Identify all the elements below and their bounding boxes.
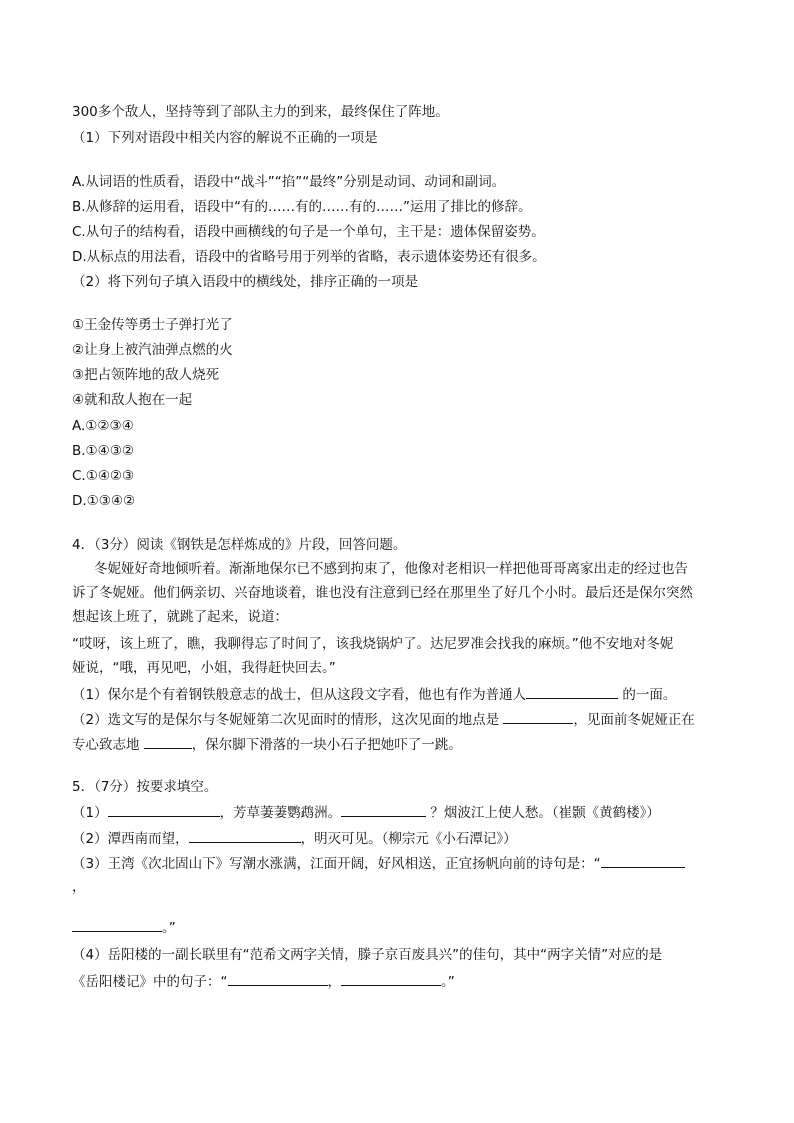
answer-blank[interactable] (341, 802, 426, 817)
q4-sub2-cont (72, 734, 462, 755)
q5-line-4: （4）岳阳楼的一副长联里有“范希文两字关情，滕子京百废具兴”的佳句，其中“两字关情”对应的是 (72, 947, 663, 963)
q4-passage-line-1: 冬妮娅好奇地倾听着。渐渐地保尔已不感到拘束了，他像对老相识一样把他哥哥离家出走的经过也告 (94, 561, 688, 577)
answer-blank[interactable] (72, 917, 162, 932)
answer-blank[interactable] (228, 971, 328, 986)
q4-sub1-text-a: （1）保尔是个有着钢铁般意志的战士，但从这段文字看，他也有作为普通人 (72, 687, 527, 703)
q3-sub1-option-d: D.从标点的用法看，语段中的省略号用于列举的省略，表示遗体姿势还有很多。 (72, 249, 546, 265)
q5-l3-c: 。” (162, 920, 176, 936)
q5-l4-c: ， (327, 974, 341, 990)
q5-l1-b: ，芳草萋萋鹦鹉洲。 (219, 805, 342, 821)
q5-l2-b: ，明灭可见。（柳宗元《小石潭记》） (300, 831, 517, 847)
q5-l1-c: ？烟波江上使人愁。（崔颢《黄鹤楼》） (430, 805, 660, 821)
answer-blank[interactable] (601, 853, 685, 868)
q3-sub1-option-c: C.从句子的结构看，语段中画横线的句子是一个单句，主干是：遗体保留姿势。 (72, 224, 545, 240)
q5-l3-comma: ， (72, 879, 86, 895)
q3-sub1-stem: （1）下列对语段中相关内容的解说不正确的一项是 (72, 130, 378, 146)
q5-l4-d: 。” (441, 974, 455, 990)
answer-blank[interactable] (341, 971, 441, 986)
passage-tail: 300多个敌人，坚持等到了部队主力的到来，最终保住了阵地。 (72, 104, 449, 120)
q4-sub2-text-c: 专心致志地 (72, 737, 140, 753)
q5-heading: 5．（7分）按要求填空。 (72, 779, 218, 795)
q5-l1-a: （1） (72, 805, 108, 821)
q4-sub2-text-b: ，见面前冬妮娅正在 (573, 712, 695, 728)
q4-passage-line-5: 娅说，“哦，再见吧，小姐，我得赶快回去。” (72, 660, 336, 676)
q3-sub2-stem: （2）将下列句子填入语段中的横线处，排序正确的一项是 (72, 274, 419, 290)
q5-line-2 (72, 828, 517, 849)
q5-line-4-cont (72, 971, 455, 992)
answer-blank[interactable] (189, 828, 301, 843)
q4-heading: 4．（3分）阅读《钢铁是怎样炼成的》片段，回答问题。 (72, 537, 407, 553)
q4-passage-line-4: “哎呀，该上班了，瞧，我聊得忘了时间了，该我烧锅炉了。达尼罗准会找我的麻烦。”他不安地对冬妮 (72, 636, 674, 652)
q4-passage-line-3: 想起该上班了，就跳了起来，说道： (72, 609, 288, 625)
q5-l3-a: （3）王湾《次北固山下》写潮水涨满，江面开阔，好风相送，正宜扬帆向前的诗句是：“ (72, 856, 601, 872)
q3-sub2-option-c: C.①④②③ (72, 468, 135, 484)
q3-sentence-1: ①王金传等勇士子弹打光了 (72, 317, 233, 333)
q3-sentence-4: ④就和敌人抱在一起 (72, 392, 193, 408)
q4-sub1-text-b: 的一面。 (622, 687, 677, 703)
q5-line-3-cont (72, 917, 176, 938)
q5-l4-b: 《岳阳楼记》中的句子：“ (72, 974, 228, 990)
q3-sub2-option-a: A.①②③④ (72, 418, 134, 434)
q5-l2-a: （2）潭西南而望， (72, 831, 189, 847)
answer-blank[interactable] (108, 802, 220, 817)
q4-sub2-text-a: （2）选文写的是保尔与冬妮娅第二次见面时的情形，这次见面的地点是 (72, 712, 500, 728)
answer-blank[interactable] (526, 684, 618, 699)
q5-line-3 (72, 853, 685, 874)
q3-sentence-3: ③把占领阵地的敌人烧死 (72, 367, 220, 383)
q4-sub2-text-d: ，保尔脚下滑落的一块小石子把她吓了一跳。 (191, 737, 462, 753)
q5-line-1 (72, 802, 660, 823)
q3-sub1-option-a: A.从词语的性质看，语段中“战斗”“掐”“最终”分别是动词、动词和副词。 (72, 174, 506, 190)
answer-blank[interactable] (144, 734, 192, 749)
q3-sub1-option-b: B.从修辞的运用看，语段中“有的……有的……有的……”运用了排比的修辞。 (72, 199, 532, 215)
q4-sub1 (72, 684, 676, 705)
answer-blank[interactable] (503, 709, 573, 724)
q4-sub2 (72, 709, 695, 730)
q4-passage-line-2: 诉了冬妮娅。他们俩亲切、兴奋地谈着，谁也没有注意到已经在那里坐了好几个小时。最后还是保尔突然 (72, 585, 693, 601)
q3-sub2-option-b: B.①④③② (72, 443, 134, 459)
q3-sub2-option-d: D.①③④② (72, 493, 136, 509)
q3-sentence-2: ②让身上被汽油弹点燃的火 (72, 342, 233, 358)
